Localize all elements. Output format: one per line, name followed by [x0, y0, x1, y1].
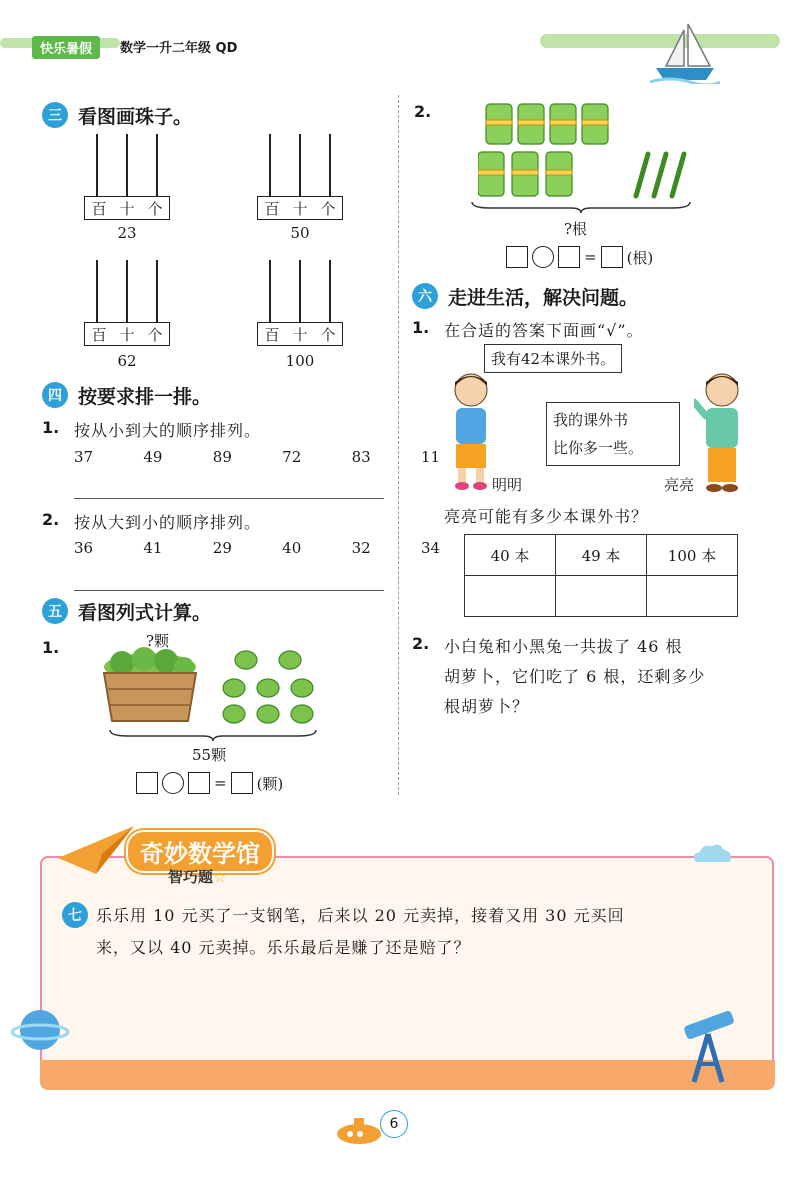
option-cell: 100 本	[647, 535, 738, 576]
abacus-number: 62	[117, 352, 137, 370]
answer-box[interactable]	[188, 772, 210, 794]
answer-line[interactable]	[74, 590, 384, 591]
header-subtitle: 数学一升二年级 QD	[120, 41, 238, 56]
question-text: 按从小到大的顺序排列。	[74, 421, 262, 440]
question-number: 1.	[412, 318, 430, 337]
abacus-number: 23	[117, 224, 137, 242]
section-title-five: 看图列式计算。	[78, 602, 212, 624]
cloud-icon	[690, 842, 734, 866]
planet-icon	[10, 1000, 70, 1060]
straw-bundle-icon	[478, 102, 698, 202]
number-list: 37 49 89 72 83 11	[74, 448, 441, 466]
option-cell: 40 本	[465, 535, 556, 576]
question-number: 1.	[42, 418, 60, 437]
page-number: 6	[380, 1110, 408, 1138]
section-badge-four: 四	[42, 382, 68, 408]
abacus-2: 百 十 个 50	[257, 134, 343, 230]
boy-icon	[446, 372, 496, 492]
brace-bottom	[470, 200, 692, 214]
telescope-icon	[674, 1008, 744, 1084]
header-tag: 快乐暑假	[32, 36, 100, 59]
submarine-icon	[334, 1112, 384, 1146]
abacus-3: 百 十 个 62	[84, 260, 170, 356]
column-divider	[398, 95, 399, 795]
question-text: 按从大到小的顺序排列。	[74, 513, 262, 532]
speech-bubble-right: 我的课外书 比你多一些。	[546, 402, 680, 466]
abacus-number: 100	[285, 352, 315, 370]
operator-circle[interactable]	[162, 772, 184, 794]
unknown-label: ?颗	[146, 632, 170, 650]
banner-subtitle: 智巧题☆	[168, 868, 227, 886]
basket-icon	[100, 645, 200, 725]
answer-line[interactable]	[74, 498, 384, 499]
question-number: 2.	[412, 634, 430, 653]
name-label: 亮亮	[664, 476, 695, 494]
section-title-three: 看图画珠子。	[78, 106, 193, 128]
question-text: 亮亮可能有多少本课外书？	[444, 507, 649, 526]
question-number: 2.	[414, 102, 432, 121]
abacus-4: 百 十 个 100	[257, 260, 343, 356]
answer-box[interactable]	[136, 772, 158, 794]
options-table	[464, 534, 738, 617]
question-text: 小白兔和小黑兔一共拔了 46 根 胡萝卜，它们吃了 6 根，还剩多少 根胡萝卜？	[444, 637, 706, 716]
equation-1[interactable]: = (颗)	[136, 772, 283, 794]
option-cell: 49 本	[556, 535, 647, 576]
name-label: 明明	[492, 476, 523, 494]
question-text: 乐乐用 10 元买了一支钢笔，后来以 20 元卖掉，接着又用 30 元买回 来，又以 40 元卖掉。乐乐最后是赚了还是赔了？	[96, 906, 625, 957]
boy-icon	[694, 372, 754, 496]
unit-label: (颗)	[256, 774, 284, 793]
speech-bubble-left: 我有42本课外书。	[484, 344, 622, 373]
banner-title: 奇妙数学馆	[126, 830, 274, 873]
answer-box[interactable]	[558, 246, 580, 268]
cabbage-icon	[218, 648, 318, 728]
number-list: 36 41 29 40 32 34	[74, 539, 441, 557]
panel-footer	[40, 1060, 775, 1090]
answer-box[interactable]	[601, 246, 623, 268]
section-badge-seven: 七	[62, 902, 88, 928]
unit-label: (根)	[626, 248, 654, 267]
equation-2[interactable]: = (根)	[506, 246, 653, 268]
puzzle-panel	[40, 856, 774, 1085]
operator-circle[interactable]	[532, 246, 554, 268]
question-number: 2.	[42, 510, 60, 529]
total-label: 55颗	[192, 746, 227, 764]
brace-bottom	[108, 728, 318, 742]
sailboat-icon	[650, 20, 720, 84]
abacus-number: 50	[290, 224, 310, 242]
section-badge-five: 五	[42, 598, 68, 624]
star-icon: ☆	[213, 868, 227, 886]
paper-plane-icon	[56, 818, 136, 878]
question-number: 1.	[42, 638, 60, 657]
section-title-six: 走进生活，解决问题。	[448, 287, 639, 309]
question-text: 在合适的答案下面画“√”。	[444, 321, 644, 340]
answer-box[interactable]	[506, 246, 528, 268]
unknown-label: ?根	[564, 220, 588, 238]
answer-cell[interactable]	[465, 576, 556, 617]
section-title-four: 按要求排一排。	[78, 386, 212, 408]
abacus-1: 百 十 个 23	[84, 134, 170, 230]
answer-cell[interactable]	[647, 576, 738, 617]
section-badge-six: 六	[412, 283, 438, 309]
answer-cell[interactable]	[556, 576, 647, 617]
section-badge-three: 三	[42, 102, 68, 128]
answer-box[interactable]	[231, 772, 253, 794]
